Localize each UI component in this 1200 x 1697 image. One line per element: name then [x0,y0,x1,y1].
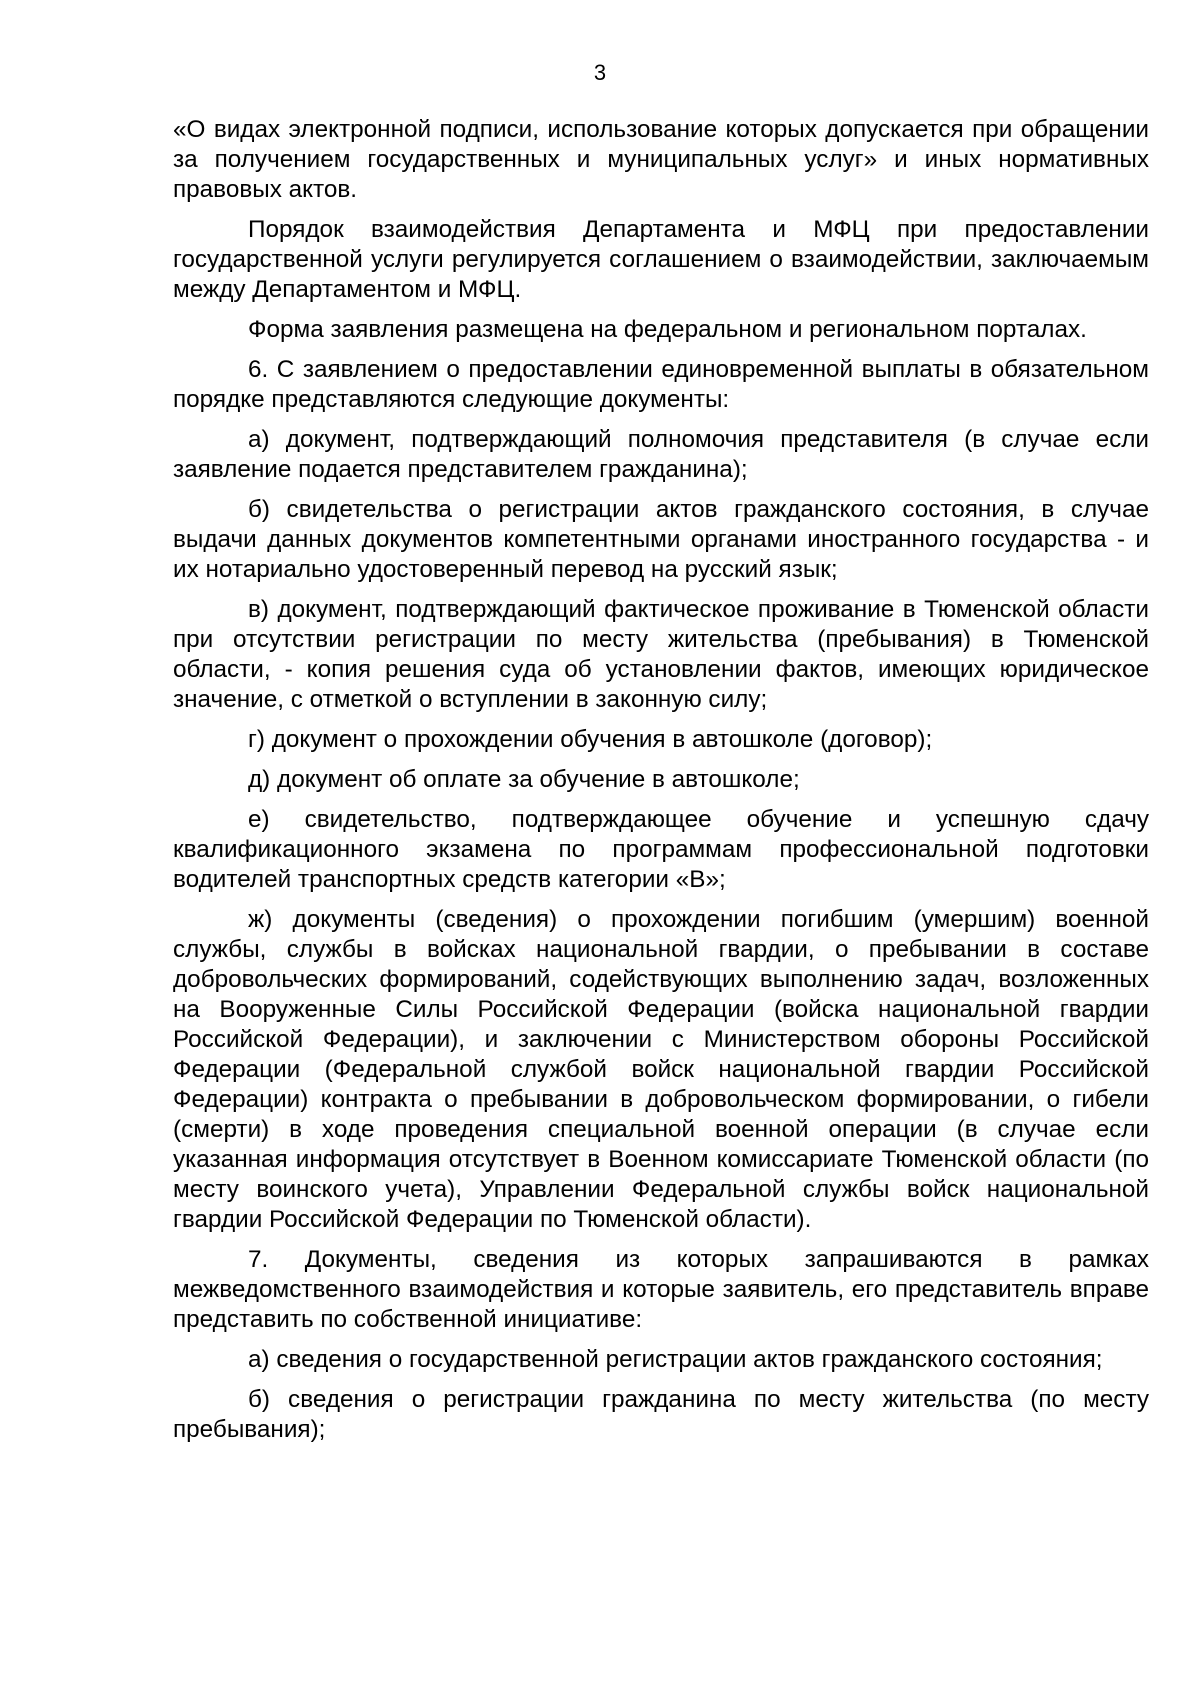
clause-6-item-g: г) документ о прохождении обучения в автошколе (договор); [248,726,933,753]
clause-7-item-a: а) сведения о государственной регистрации актов гражданского состояния; [248,1346,1103,1373]
clause-6-item-d: д) документ об оплате за обучение в автошколе; [248,766,800,793]
clause-6-item-b: б) свидетельства о регистрации актов гражданского состояния, в случае выдачи данных документов компетентными органами иностранного государства - и их нотариально удостоверенный перевод на русский язык; [173,496,1149,583]
clause-6-item-a: а) документ, подтверждающий полномочия представителя (в случае если заявление подается представителем гражданина); [173,426,1149,483]
clause-7: 7. Документы, сведения из которых запрашиваются в рамках межведомственного взаимодействия и которые заявитель, его представитель вправе представить по собственной инициативе: [173,1246,1149,1333]
clause-6-item-zh: ж) документы (сведения) о прохождении погибшим (умершим) военной службы, службы в войсках национальной гвардии, о пребывании в составе добровольческих формирований, содействующих выполнению задач, возложенных на Вооруженные Силы Российской Федерации (войска национальной гвардии Российской Федерации), и заключении с Министерством обороны Российской Федерации (Федеральной службой войск национальной гвардии Российской Федерации) контракта о пребывании в добровольческом формировании, о гибели (смерти) в ходе проведения специальной военной операции (в случае если указанная информация отсутствует в Военном комиссариате Тюменской области (по месту воинского учета), Управлении Федеральной службы войск национальной гвардии Российской Федерации по Тюменской области). [173,906,1149,1233]
paragraph-continuation: «О видах электронной подписи, использование которых допускается при обращении за получением государственных и муниципальных услуг» и иных нормативных правовых актов. [173,116,1149,203]
paragraph-interaction-order: Порядок взаимодействия Департамента и МФЦ при предоставлении государственной услуги регулируется соглашением о взаимодействии, заключаемым между Департаментом и МФЦ. [173,216,1149,303]
page-number: 3 [593,60,607,85]
clause-6: 6. С заявлением о предоставлении единовременной выплаты в обязательном порядке представляются следующие документы: [173,356,1149,413]
clause-6-item-v: в) документ, подтверждающий фактическое проживание в Тюменской области при отсутствии регистрации по месту жительства (пребывания) в Тюменской области, - копия решения суда об установлении фактов, имеющих юридическое значение, с отметкой о вступлении в законную силу; [173,596,1149,713]
clause-6-item-e: е) свидетельство, подтверждающее обучение и успешную сдачу квалификационного экзамена по программам профессиональной подготовки водителей транспортных средств категории «В»; [173,806,1149,893]
document-body [173,115,1149,1455]
clause-7-item-b: б) сведения о регистрации гражданина по месту жительства (по месту пребывания); [173,1386,1149,1443]
paragraph-application-form: Форма заявления размещена на федеральном и региональном порталах. [248,316,1087,343]
